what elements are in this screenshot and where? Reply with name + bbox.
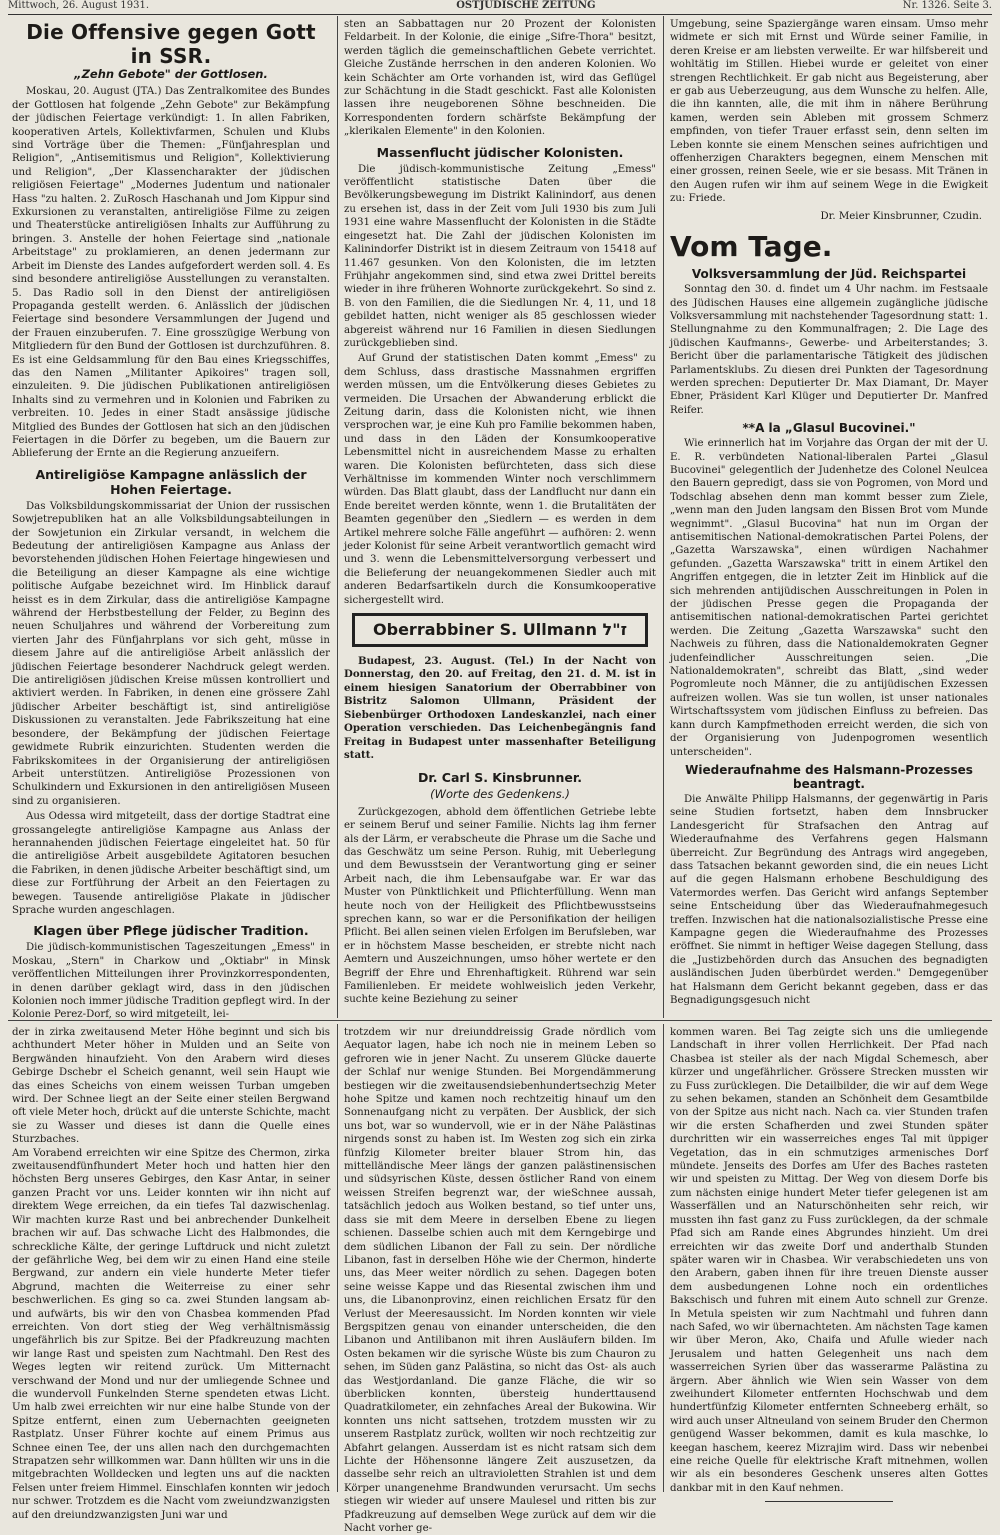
- article-paragraph: Budapest, 23. August. (Tel.) In der Nacht von Donnerstag, den 20. auf Freitag, den 21. d. M. ist in einem hiesigen Sanatorium der Oberrabbiner von Bistritz Salomon Ullmann, Präsident der Siebenbürger Orthodoxen Landeskanzlei, nach einer Operation verschieden. Das Leichenbegängnis fand Freitag in Budapest unter massenhafter Beteiligung statt.: [344, 655, 656, 761]
- bottom-column-2: [344, 1026, 656, 1535]
- headline-glasul-bucovinei: **A la „Glasul Bucovinei.": [742, 421, 916, 436]
- column-divider: [663, 1024, 664, 1492]
- header-masthead: OSTJÜDISCHE ZEITUNG: [456, 0, 596, 11]
- column-divider: [337, 16, 338, 1018]
- header-date: Mittwoch, 26. August 1931.: [8, 0, 149, 11]
- section-divider: [8, 1020, 992, 1021]
- article-paragraph: Zurückgezogen, abhold dem öffentlichen Getriebe lebte er seinem Beruf und seiner Familie. Nichts lag ihm ferner als der Lärm, er verabscheute die Phrase um die Sache und das Geschwätz um seine Person. Ruhig, mit Ueberlegung und dem Bewusstsein der Verantwortung ging er seiner Arbeit nach, die ihm Lebensaufgabe war. Er war das Muster von Pünktlichkeit und Pflichterfüllung. Wenn man heute noch von der Heiligkeit des Pflichtbewusstseins sprechen kann, so war er die Personifikation der heiligen Pflicht. Bei allen seinen vielen Erfolgen im Berufsleben, war er in höchstem Masse bescheiden, er strebte nicht nach Aemtern und Auszeichnungen, umso höher wertete er den Begriff der Ehre und Ehrenhaftigkeit. Rührend war sein Familienleben. Er meidete wohlweislich jeden Verkehr, suchte keine Beziehung zu seiner: [344, 806, 656, 1006]
- page-header: [8, 0, 992, 15]
- article-paragraph: trotzdem wir nur dreiunddreissig Grade nördlich vom Aequator lagen, habe ich noch nie in meinem Leben so gefroren wie in jener Nacht. Zu unserem Glücke dauerte der Schlaf nur wenige Stunden. Bei Morgendämmerung bestiegen wir die zweitausendsiebenhundertsechzig Meter hohe Spitze und kamen noch rechtzeitig hinauf um den Sonnenaufgang nicht zu verpäten. Der Ausblick, der sich uns bot, war so wundervoll, wie er in der Nähe Palästinas nirgends sonst zu haben ist. Im Westen zog sich ein zirka fünfzig Kilometer breiter blauer Strom hin, das mittelländische Meer längs der ganzen palästinensischen und südsyrischen Küste, dessen östlicher Rand von einem weissen Streifen begrenzt war, der wieSchnee aussah, tatsächlich jedoch aus Wolken bestand, so tief unter uns, dass sie mit dem Meere in derselben Ebene zu liegen schienen. Dasselbe schien auch mit dem Kerngebirge und dem südlichen Libanon der Fall zu sein. Der nördliche Libanon, fast in derselben Höhe wie der Chermon, hinderte uns, das Meer weiter nördlich zu sehen. Dagegen boten seine weisse Kappe und das Riesental zwischen ihm und uns, die Libanonprovinz, einen reichlichen Ersatz für den Verlust der Meeresaussicht. Im Norden konnten wir viele Bergspitzen genau von einander unterscheiden, die den Libanon und Antilibanon mit ihren Ausläufern bilden. Im Osten bekamen wir die syrische Wüste bis zum Chauron zu sehen, im Süden ganz Palästina, so nicht das Ost- als auch das Westjordanland. Die ganze Fläche, die wir so überblicken konnten, übersteig hunderttausend Quadratkilometer, ein zehnfaches Areal der Bukowina. Wir konnten uns nicht sattsehen, trotzdem mussten wir zu unserem Rastplatz zurück, wollten wir noch rechtzeitig zur Abfahrt gelangen. Ausserdam ist es nicht ratsam sich dem Lichte der Höhensonne längere Zeit auszusetzen, da dasselbe sehr reich an ultravioletten Strahlen ist und dem Körper unangenehme Brandwunden verursacht. Um sechs stiegen wir wieder auf unsere Maulesel und ritten bis zur Pfadkreuzung auf demselben Wege zurück auf dem wir die Nacht vorher ge-: [344, 1027, 656, 1535]
- signature: Dr. Meier Kinsbrunner, Czudin.: [820, 210, 982, 222]
- column-divider: [663, 16, 664, 1018]
- bottom-column-1: [12, 1026, 330, 1521]
- headline-halsmann: Wiederaufnahme des Halsmann-Prozesses beantragt.: [685, 762, 973, 791]
- subhead-zehn-gebote: „Zehn Gebote" der Gottlosen.: [74, 67, 268, 81]
- header-issue: Nr. 1326. Seite 3.: [902, 0, 992, 11]
- article-paragraph: der in zirka zweitausend Meter Höhe beginnt und sich bis achthundert Meter höher in Mulden und an Seite von Bergwänden hinaufzieht. Von den Arabern wird dieses Gebirge Dschebr el Scheich genannt, weil sein Haupt wie das eines Scheichs von einem weissen Turban umgeben wird. Der Schnee liegt an der Seite einer steilen Bergwand oft viele Meter hoch, drückt auf die unterste Schichte, macht sie zu Wasser und dieses ist dann die Quelle eines Sturzbaches. Am Vorabend erreichten wir eine Spitze des Chermon, zirka zweitausendfünfhundert Meter hoch und hatten hier den höchsten Berg unseres Gebirges, den Kasr Antar, in seiner ganzen Pracht vor uns. Leider konnten wir ihn nicht auf direktem Wege erreichen, da ein tiefes Tal dazwischenlag. Wir machten kurze Rast und bei anbrechender Dunkelheit brachen wir auf. Das schwache Licht des Halbmondes, die schreckliche Kälte, der geringe Luftdruck und nicht zuletzt der gefährliche Weg, bei dem wir zu einen Hand eine steile Bergwand, zur andern ein viele hunderte Meter tiefer Abgrund, machten die Weiterreise zu einer sehr beschwerlichen. Es ging so ca. zwei Stunden langsam ab- und aufwärts, bis wir den von Chasbea kommenden Pfad erreichten. Von dort stieg der Weg verhältnismässig ungefährlich bis zur Spitze. Bei der Pfadkreuzung machten wir lange Rast und speisten zum Nachtmahl. Den Rest des Weges legten wir reitend zurück. Um Mitternacht verschwand der Mond und nur der umliegende Schnee und die wundervoll Funkelnden Sterne spendeten etwas Licht. Um halb zwei erreichten wir nur eine halbe Stunde von der Spitze entfernt, einen zum Uebernachten geeigneten Rastplatz. Unser Führer kochte auf einem Primus aus Schnee einen Tee, der uns allen nach den durchgemachten Strapatzen sehr willkommen war. Dann hüllten wir uns in die mitgebrachten Wolldecken und legten uns auf die nackten Felsen unter freiem Himmel. Einschlafen konnten wir jedoch nur schwer. Trotzdem es die Nacht vom zweiundzwanzigsten auf den dreiundzwanzigsten Juni war und: [12, 1027, 330, 1521]
- article-paragraph: Wie erinnerlich hat im Vorjahre das Organ der mit der U. E. R. verbündeten National-liberalen Partei „Glasul Bucovinei" gelegentlich der Judenhetze des Colonel Neulcea den Bauern gepredigt, dass sie von Pogromen, von Mord und Todschlag absehen denn man kommt besser zum Ziele, „wenn man den Juden langsam den Bissen Brot vom Munde wegnimmt". „Glasul Bucovina" hat nun im Organ der antisemitischen National-demokratischen Partei Polens, der „Gazetta Warszawska", einen würdigen Nachahmer gefunden. „Gazetta Warszawska" tritt in einem Artikel den Angriffen entgegen, die in letzter Zeit im Hinblick auf die sich mehrenden antijüdischen Ausschreitungen in Polen in der jüdischen Presse gegen die Propaganda der antisemitischen national-demokratischen Partei gerichtet werden. Die Zeitung „Gazetta Warszawska" sucht den Nachweis zu führen, dass die Nationaldemokraten Gegner judenfeindlicher Ausschreitungen seien. „Die Nationaldemokraten", schreibt das Blatt, „sind weder Pogromleute noch Männer, die zu antijüdischen Exzessen aufreizen wollen. Was sie tun wollen, ist unser nationales Wirtschaftssystem vom jüdischen Einfluss zu befreien. Das kann durch Kampfmethoden erreicht werden, die sich von der Organisierung von Judenpogromen wesentlich unterscheiden".: [670, 438, 988, 758]
- headline-massenflucht: Massenflucht jüdischer Kolonisten.: [376, 144, 624, 160]
- headline-klagen: Klagen über Pflege jüdischer Tradition.: [33, 923, 309, 939]
- article-paragraph: Auf Grund der statistischen Daten kommt „Emess" zu dem Schluss, dass drastische Massnahmen ergriffen werden müssen, um die Entvölkerung dieses Gebietes zu vermeiden. Die Ursachen der Abwanderung erblickt die Zeitung darin, dass die Kolonisten nicht, wie ihnen versprochen war, je eine Kuh pro Familie bekommen haben, und dass in den Läden der Konsumkooperative Lebensmittel nicht in ausreichendem Masse zu erhalten waren. Die Kolonisten befürchteten, dass sich diese Verhältnisse im kommenden Winter noch verschlimmern würden. Das Blatt glaubt, dass der Landflucht nur dann ein Ende bereitet werden könnte, wenn 1. die Brutalitäten der Beamten gegenüber den „Siedlern — es werden in dem Artikel mehrere solche Fälle angeführt — aufhören: 2. wenn jeder Kolonist für seine Arbeit verantwortlich gemacht wird und 3. wenn die Lebensmittelversorgung verbessert und die Belieferung der neuangekommenen Siedler auch mit anderen Bedarfsartikeln durch die Konsumkooperative sichergestellt wird.: [344, 353, 656, 606]
- article-paragraph: sten an Sabbattagen nur 20 Prozent der Kolonisten Feldarbeit. In der Kolonie, die einige „Sifre-Thora" besitzt, werden täglich die gemeinschaftlichen Gebete verrichtet. Gleiche Zustände herrschen in den anderen Kolonien. Wo kein Schächter am Orte vorhanden ist, wird das Geflügel zur Schächtung in die Stadt geschickt. Fast alle Kolonisten lassen ihre neugeborenen Söhne beschneiden. Die Korrespondenten fordern schärfste Bekämpfung der „klerikalen Elemente" in den Kolonien.: [344, 19, 656, 138]
- article-paragraph: Umgebung, seine Spaziergänge waren einsam. Umso mehr widmete er sich mit Ernst und Würde seiner Familie, in deren Kreise er am liebsten verweilte. Er war hilfsbereit und wohltätig im Stillen. Hiebei wurde er geleitet von einer strengen Rechtlichkeit. Er gab nicht aus Begeisterung, aber er gab aus Ueberzeugung, aus dem Wunsche zu helfen. Alle, die ihn kannten, alle, die mit ihm in nähere Berührung kamen, werden sein Ableben mit grossem Schmerz empfinden, von tiefer Trauer erfasst sein, denn selten im Leben konnte sie einem Menschen seines aufrichtigen und offenherzigen Charakters begegnen, einem Menschen mit einer grossen, reinen Seele, wie er sie besass. Mit Tränen in den Augen rufen wir ihm auf seinem Wege in die Ewigkeit zu: Friede.: [670, 19, 988, 205]
- column-2: [344, 18, 656, 1018]
- article-paragraph: Sonntag den 30. d. findet um 4 Uhr nachm. im Festsaale des Jüdischen Hauses eine allgemein zugängliche jüdische Volksversammlung mit nachstehender Tagesordnung statt: 1. Stellungnahme zu den Kommunalfragen; 2. Die Lage des jüdischen Kaufmanns-, Gewerbe- und Arbeiterstandes; 3. Bericht über die parlamentarische Tätigkeit des jüdischen Parlamentsklubs. Zu diesen drei Punkten der Tagesordnung werden sprechen: Deputierter Dr. Max Diamant, Dr. Mayer Ebner, Präsident Karl Klüger und Deputierter Dr. Manfred Reifer.: [670, 284, 988, 416]
- article-paragraph: Moskau, 20. August (JTA.) Das Zentralkomitee des Bundes der Gottlosen hat folgende „Zehn Gebote" zur Bekämpfung der jüdischen Feiertage verkündigt: 1. In allen Fabriken, kooperativen Artels, Kollektivfarmen, Schulen und Klubs sind Vorträge über die Themen: „Fünfjahresplan und Religion", „Antisemitismus und Religion", Kollektivierung und Religion", „Der Klassencharakter der jüdischen religiösen Feiertage" „Modernes Judentum und nationaler Hass "zu halten. 2. ZuRosch Haschanah und Jom Kippur sind Exkursionen zu veranstalten, antireligiöse Filme zu zeigen und Theaterstücke antireligiösen Inhalts zur Aufführung zu bringen. 3. Anstelle der hohen Feiertage sind „nationale Arbeitstage" zu proklamieren, an denen jedermann zur Arbeit im Dienste des Landes aufgefordert werden soll. 4. Es sind besondere antireligiöse Ausstellungen zu veranstalten. 5. Das Radio soll in den Dienst der antireligiösen Propaganda gestellt werden. 6. Anlässlich der jüdischen Feiertage sind besondere Versammlungen der Jugend und der Frauen einzuberufen. 7. Eine grosszügige Werbung von Mitgliedern für den Bund der Gottlosen ist durchzuführen. 8. Es ist eine Geldsammlung für den Bau eines Kriegsschiffes, das den Namen „Militanter Apikoires" tragen soll, einzuleiten. 9. Die jüdischen Publikationen antireligiösen Inhalts sind zu vermehren und in Kolonien und Fabriken zu verbreiten. 10. Jedes in einer Stadt ansässige jüdische Mitglied des Bundes der Gottlosen hat sich an den jüdischen Feiertagen in die Dörfer zu begeben, um die Bauern zur Ablieferung der Ernte an die Regierung anzueifern.: [12, 86, 330, 460]
- article-paragraph: Die Anwälte Philipp Halsmanns, der gegenwärtig in Paris seine Studien fortsetzt, haben dem Innsbrucker Landesgericht für Strafsachen den Antrag auf Wiederaufnahme des Verfahrens gegen Halsmann überreicht. Zur Begründung des Antrags wird angegeben, dass Tatsachen bekannt geworden sind, die ein neues Licht auf die gegen Halsmann erhobene Beschuldigung des Vatermordes werfen. Das Gericht wird anfangs September seine Entscheidung über das Wiederaufnahmegesuch treffen. Inzwischen hat die nationalsozialistische Presse eine Kampagne gegen die Wiederaufnahme des Prozesses eröffnet. Sie nimmt in heftiger Weise dagegen Stellung, dass die „Justizbehörden durch das Ansuchen des begnadigten ausländischen Juden überbürdet werden." Demgegenüber hat Halsmann dem Gericht bekannt gegeben, dass er das Begnadigungsgesuch nicht: [670, 793, 988, 1006]
- subhead-gedenken: (Worte des Gedenkens.): [430, 787, 570, 802]
- headline-volksversammlung: Volksversammlung der Jüd. Reichspartei: [691, 267, 967, 282]
- article-paragraph: Das Volksbildungskommissariat der Union der russischen Sowjetrepubliken hat an alle Volksbildungsabteilungen in der Sowjetunion ein Zirkular versandt, in welchem die Bedeutung der antireligiösen Kampagne aus Anlass der bevorstehenden jüdischen Hohen Feiertage hingewiesen und die Beteiligung an dieser Kampagne als eine wichtige politische Aufgabe bezeichnet wird. Im Hinblick darauf heisst es in dem Zirkular, dass die antireligiöse Kampagne während der Herbstbestellung der Felder, zu Beginn des neuen Schuljahres und während der Vorbereitung zum vierten Jahr des Fünfjahrplans vor sich geht, müsse in diesem Jahre auf die antireligiöse Arbeit anlässlich der jüdischen Feiertage besonderer Nachdruck gelegt werden. Die antireligiösen jüdischen Kreise müssen kontrolliert und aktiviert werden. In Fabriken, in denen eine grössere Zahl jüdischer Arbeiter beschäftigt ist, sind antireligiöse Diskussionen zu veranstalten. Jede Fabrikszeitung hat eine besondere, der Bekämpfung der jüdischen Feiertage gewidmete Rubrik einzurichten. Studenten werden die Fabrikskomitees in der Organisierung der antireligiösen Arbeit unterstützen. Antireligiöse Prozessionen von Schulkindern und Exkursionen in den antireligiösen Museen sind zu organisieren.: [12, 500, 330, 807]
- column-divider: [337, 1024, 338, 1492]
- obituary-box-title: Oberrabbiner S. Ullmann ז"ל: [352, 613, 648, 647]
- headline-offensive: Die Offensive gegen Gott in SSR.: [26, 20, 316, 68]
- column-1: [12, 18, 330, 1021]
- article-paragraph: Die jüdisch-kommunistische Zeitung „Emess" veröffentlicht statistische Daten über die Bevölkerungsbewegung im Distrikt Kalinindorf, aus denen zu ersehen ist, dass in der Zeit vom Juli 1930 bis zum Juli 1931 eine wahre Massenflucht der Kolonisten in die Städte eingesetzt hat. Die Zahl der jüdischen Kolonisten im Kalinindorfer Distrikt ist in diesem Zeitraum von 15418 auf 11.467 gesunken. Von den Kolonisten, die im letzten Frühjahr angekommen sind, sind etwa zwei Drittel bereits wieder in ihre früheren Wohnorte zurückgekehrt. So sind z. B. von den Familien, die die Siedlungen Nr. 4, 11, und 18 gebildet hatten, nicht weniger als 85 geschlossen wieder abgereist während nur 16 Familien in diesen Siedlungen zurückgeblieben sind.: [344, 163, 656, 349]
- bottom-column-3: [670, 1026, 988, 1492]
- article-paragraph: Aus Odessa wird mitgeteilt, dass der dortige Stadtrat eine grossangelegte antireligiöse Kampagne aus Anlass der herannahenden jüdischen Feiertage eingeleitet hat. 50 für die antireligiöse Arbeit ausgebildete Agitatoren besuchen die Fabriken, in denen jüdische Arbeiter beschäftigt sind, um diese zur Fortführung der Arbeit an den Feiertagen zu bewegen. Tausende antireligiöse Plakate in jüdischer Sprache wurden angeschlagen.: [12, 811, 330, 916]
- headline-antireligioese-kampagne: Antireligiöse Kampagne anlässlich der Hohen Feiertage.: [35, 466, 307, 497]
- end-rule: [765, 1501, 892, 1502]
- headline-kinsbrunner: Dr. Carl S. Kinsbrunner.: [417, 770, 583, 786]
- section-title-vom-tage: Vom Tage.: [670, 230, 833, 264]
- article-paragraph: Die jüdisch-kommunistischen Tageszeitungen „Emess" in Moskau, „Stern" in Charkow und „Oktiabr" in Minsk veröffentlichen Mitteilungen ihrer Provinzkorrespondenten, in denen darüber geklagt wird, dass in den jüdischen Kolonien noch immer jüdische Tradition gepflegt wird. In der Kolonie Perez-Dorf, so wird mitgeteilt, lei-: [12, 942, 330, 1021]
- article-paragraph: kommen waren. Bei Tag zeigte sich uns die umliegende Landschaft in ihrer vollen Herrlichkeit. Der Pfad nach Chasbea ist steiler als der nach Migdal Schemesch, aber kürzer und ungefährlicher. Grössere Strecken mussten wir zu Fuss zurücklegen. Die Detailbilder, die wir auf dem Wege zu sehen bekamen, standen an Schönheit dem Gesamtbilde von der Spitze aus nicht nach. Nach ca. vier Stunden trafen wir die ersten Schafherden und zwei Stunden später durchritten wir ein wasserreiches enges Tal mit üppiger Vegetation, das in ein schmutziges armenisches Dorf mündete. Jenseits des Dorfes am Ufer des Baches rasteten wir und speisten zu Mittag. Der Weg von diesem Dorfe bis zum nächsten einige hundert Meter tiefer gelegenen ist am Wasserfällen und an Naturschönheiten sehr reich, wir mussten ihn fast ganz zu Fuss zurücklegen, da der schmale Pfad sich am Rande eines Abgrundes hinzieht. Um drei erreichten wir das zweite Dorf und anderthalb Stunden später waren wir in Chasbea. Wir verabschiedeten uns von den Arabern, gaben ihnen für ihre treuen Dienste ausser dem ausbedungenen Lohne noch ein ordentliches Bakschisch und fuhren mit einem Auto schnell zur Grenze. In Metula speisten wir zum Nachtmahl und fuhren dann nach Safed, wo wir übernachteten. Am nächsten Tage kamen wir über Meron, Ako, Chaifa und Afulle wieder nach Jerusalem und hatten Gelegenheit uns nach dem wasserreichen Syrien über das wasserarme Palästina zu ärgern. Aber ähnlich wie Wien sein Wasser von dem zweihundert Kilometer entfernten Hochschwab und dem hundertfünfzig Kilometer entfernten Schneeberg erhält, so wird auch unser Altneuland von seinem Bruder den Chermon genügend Wasser bekommen, damit es kula maschke, lo keegan haschem, keerez Mizrajim wird. Dass wir nebenbei eine reiche Quelle für elektrische Kraft mitnehmen, wollen wir als ein besonderes Geschenk unseres alten Gottes dankbar mit in den Kauf nehmen.: [670, 1027, 988, 1494]
- column-3: [670, 18, 988, 1018]
